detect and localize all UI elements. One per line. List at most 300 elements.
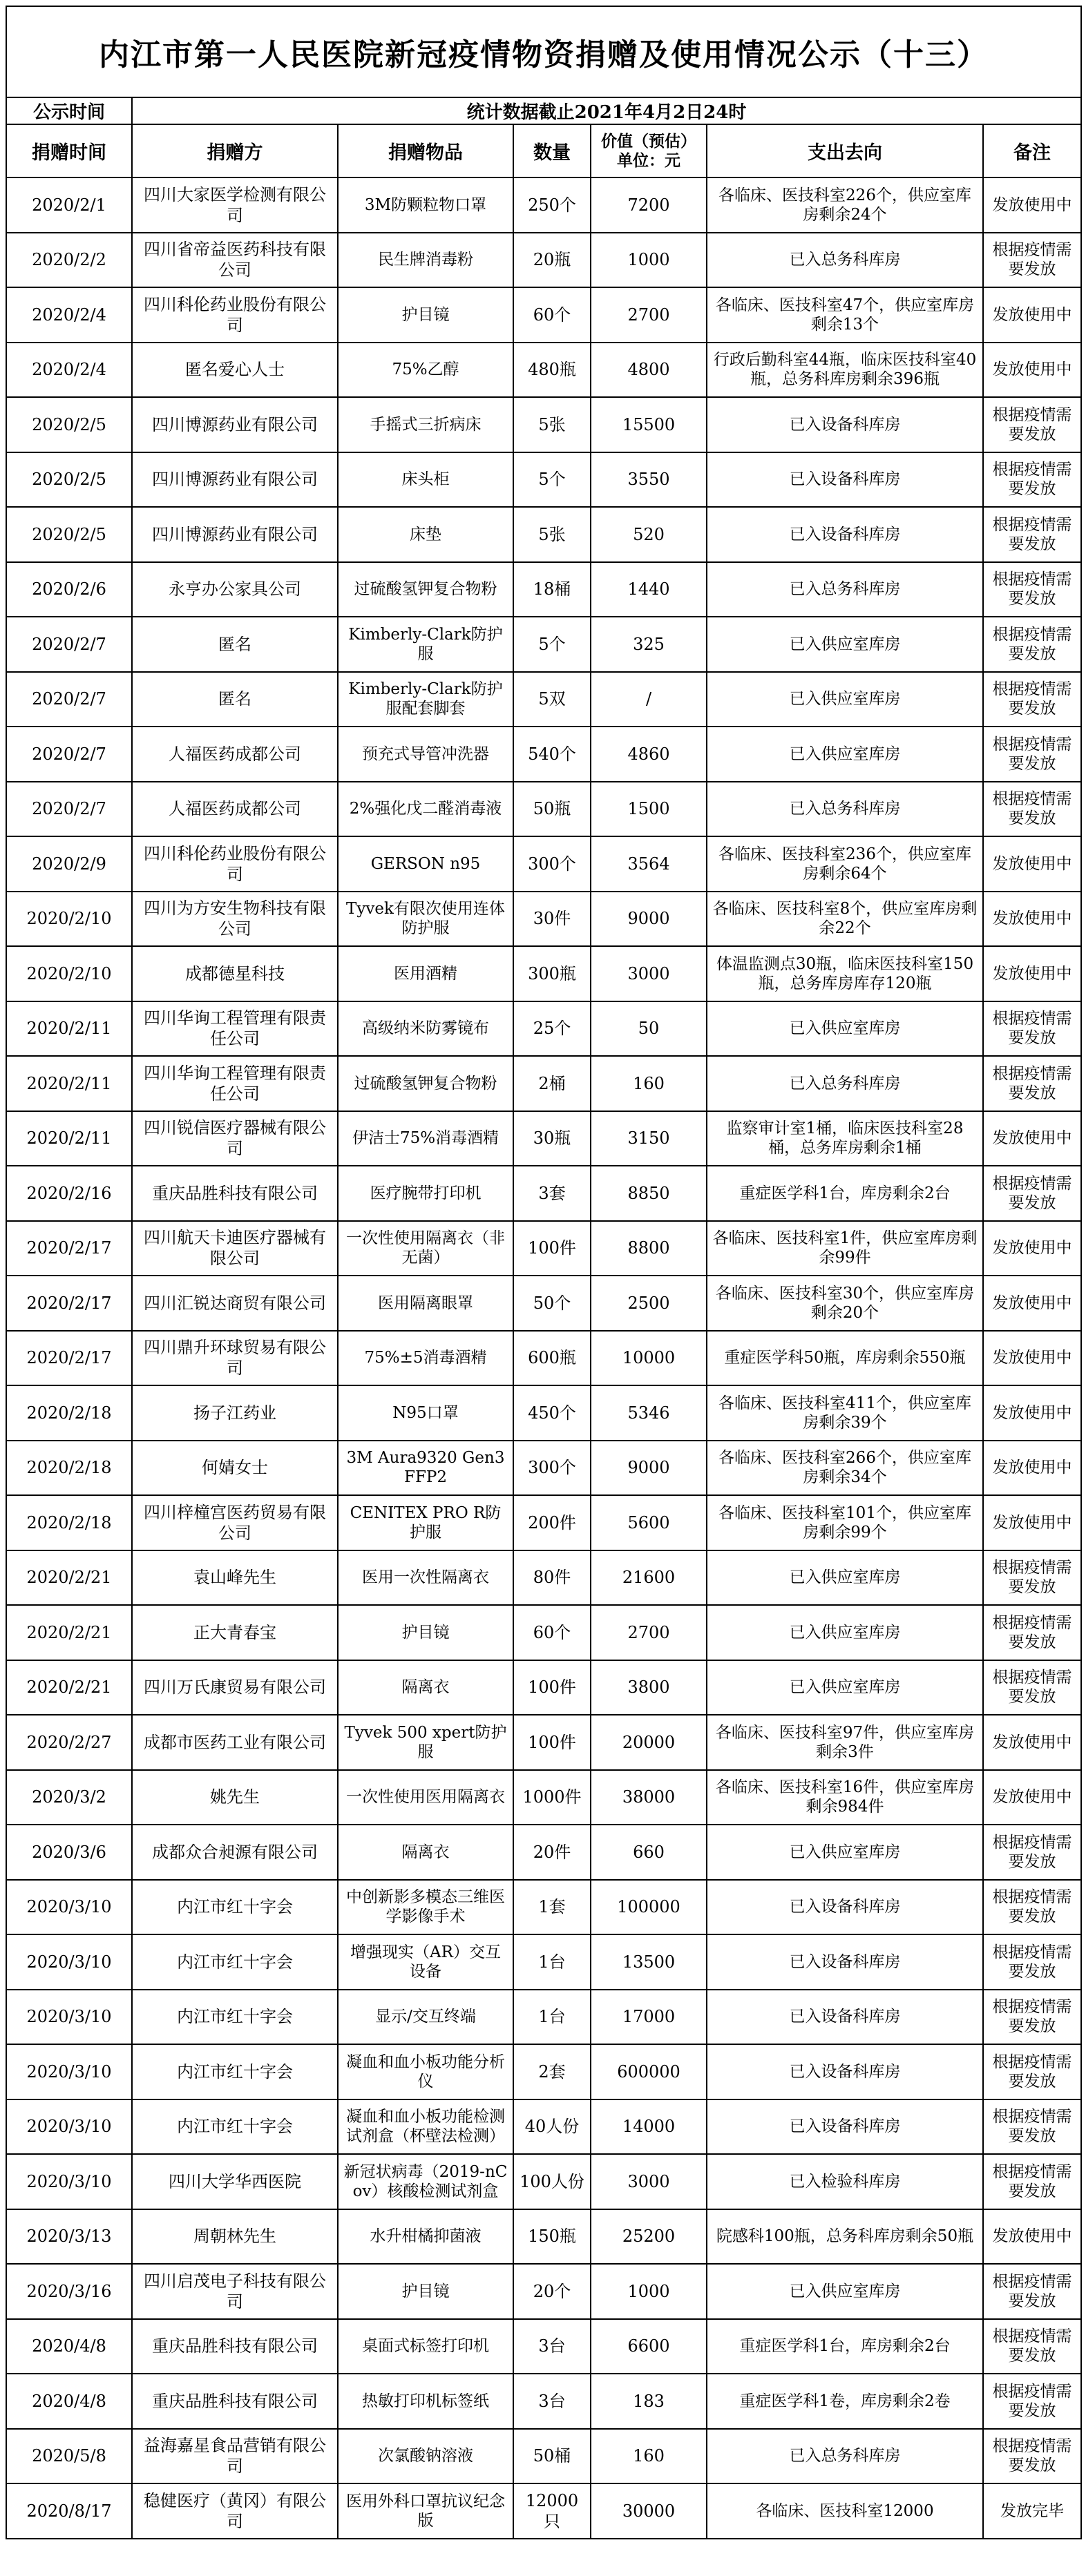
- table-row: [6, 892, 1081, 947]
- cell-date: 2020/2/16: [6, 1166, 132, 1221]
- cell-donor: 重庆品胜科技有限公司: [132, 2319, 338, 2374]
- cell-item: 75%±5消毒酒精: [338, 1331, 513, 1386]
- cell-value: 15500: [591, 397, 707, 452]
- cell-date: 2020/2/11: [6, 1056, 132, 1111]
- cell-item: 新冠状病毒（2019-nCov）核酸检测试剂盒: [338, 2154, 513, 2209]
- donation-table: [6, 6, 1082, 2539]
- table-row: [6, 1934, 1081, 1990]
- cell-qty: 5张: [513, 507, 591, 562]
- cell-value: 13500: [591, 1934, 707, 1990]
- cell-date: 2020/3/2: [6, 1770, 132, 1825]
- cell-qty: 450个: [513, 1385, 591, 1441]
- cell-value: 1000: [591, 233, 707, 288]
- cell-donor: 正大青春宝: [132, 1605, 338, 1660]
- publish-time-label: 公示时间: [6, 97, 132, 124]
- table-row: [6, 2099, 1081, 2155]
- cell-donor: 成都德星科技: [132, 946, 338, 1001]
- cell-note: 发放使用中: [983, 1385, 1081, 1441]
- cell-donor: 四川为方安生物科技有限公司: [132, 892, 338, 947]
- cell-note: 根据疫情需要发放: [983, 2374, 1081, 2429]
- cell-date: 2020/2/2: [6, 233, 132, 288]
- cell-item: 高级纳米防雾镜布: [338, 1001, 513, 1057]
- cell-donor: 成都市医药工业有限公司: [132, 1715, 338, 1770]
- cell-qty: 1台: [513, 1934, 591, 1990]
- cell-date: 2020/2/11: [6, 1001, 132, 1057]
- cell-note: 发放使用中: [983, 946, 1081, 1001]
- cell-dest: 各临床、医技科室16件，供应室库房剩余984件: [707, 1770, 983, 1825]
- cell-dest: 已入供应室库房: [707, 1001, 983, 1057]
- cell-value: 600000: [591, 2044, 707, 2099]
- cell-note: 发放使用中: [983, 1495, 1081, 1550]
- cell-note: 发放使用中: [983, 1441, 1081, 1496]
- table-row: [6, 617, 1081, 672]
- cell-donor: 人福医药成都公司: [132, 727, 338, 782]
- cell-dest: 监察审计室1桶，临床医技科室28桶，总务库房剩余1桶: [707, 1111, 983, 1166]
- cell-date: 2020/3/10: [6, 2099, 132, 2155]
- cell-qty: 40人份: [513, 2099, 591, 2155]
- cell-item: 显示/交互终端: [338, 1990, 513, 2045]
- cell-date: 2020/4/8: [6, 2374, 132, 2429]
- cell-item: 伊洁士75%消毒酒精: [338, 1111, 513, 1166]
- cell-note: 发放使用中: [983, 287, 1081, 343]
- table-row: [6, 1441, 1081, 1496]
- cell-value: 100000: [591, 1880, 707, 1935]
- cell-date: 2020/2/21: [6, 1660, 132, 1715]
- cell-item: N95口罩: [338, 1385, 513, 1441]
- cell-donor: 益海嘉星食品营销有限公司: [132, 2429, 338, 2484]
- cell-dest: 已入设备科库房: [707, 1934, 983, 1990]
- cell-donor: 重庆品胜科技有限公司: [132, 2374, 338, 2429]
- cell-date: 2020/2/7: [6, 672, 132, 727]
- cell-qty: 30件: [513, 892, 591, 947]
- table-row: [6, 1770, 1081, 1825]
- cell-date: 2020/2/10: [6, 892, 132, 947]
- cell-item: 医疗腕带打印机: [338, 1166, 513, 1221]
- cell-dest: 重症医学科1台，库房剩余2台: [707, 1166, 983, 1221]
- cell-value: 7200: [591, 177, 707, 233]
- table-row: [6, 2264, 1081, 2319]
- cell-date: 2020/2/18: [6, 1385, 132, 1441]
- table-row: [6, 2429, 1081, 2484]
- cell-dest: 已入总务科库房: [707, 1056, 983, 1111]
- table-row: [6, 1550, 1081, 1606]
- cell-dest: 已入供应室库房: [707, 1660, 983, 1715]
- cell-qty: 600瓶: [513, 1331, 591, 1386]
- cell-note: 发放使用中: [983, 2209, 1081, 2265]
- cell-donor: 永亨办公家具公司: [132, 562, 338, 617]
- cell-donor: 四川科伦药业股份有限公司: [132, 836, 338, 892]
- cell-dest: 各临床、医技科室226个，供应室库房剩余24个: [707, 177, 983, 233]
- cell-qty: 5张: [513, 397, 591, 452]
- cell-donor: 四川梓橦宫医药贸易有限公司: [132, 1495, 338, 1550]
- table-header: [6, 124, 1081, 177]
- cell-qty: 1台: [513, 1990, 591, 2045]
- cell-note: 发放使用中: [983, 343, 1081, 398]
- table-row: [6, 2483, 1081, 2539]
- cell-donor: 周朝林先生: [132, 2209, 338, 2265]
- cell-donor: 四川华询工程管理有限责任公司: [132, 1001, 338, 1057]
- cell-value: 4800: [591, 343, 707, 398]
- cell-note: 根据疫情需要发放: [983, 1660, 1081, 1715]
- cell-qty: 5个: [513, 452, 591, 508]
- cell-qty: 100人份: [513, 2154, 591, 2209]
- cell-date: 2020/3/6: [6, 1825, 132, 1880]
- cell-qty: 250个: [513, 177, 591, 233]
- cell-value: 325: [591, 617, 707, 672]
- cell-donor: 匿名: [132, 672, 338, 727]
- cell-value: 660: [591, 1825, 707, 1880]
- cell-item: Kimberly-Clark防护服: [338, 617, 513, 672]
- cell-donor: 人福医药成都公司: [132, 782, 338, 837]
- cell-donor: 四川博源药业有限公司: [132, 507, 338, 562]
- cell-note: 发放使用中: [983, 1111, 1081, 1166]
- cell-value: 6600: [591, 2319, 707, 2374]
- col-header-item: 捐赠物品: [338, 124, 513, 177]
- table-row: [6, 1660, 1081, 1715]
- cell-donor: 四川博源药业有限公司: [132, 452, 338, 508]
- cell-qty: 25个: [513, 1001, 591, 1057]
- page-title: 内江市第一人民医院新冠疫情物资捐赠及使用情况公示（十三）: [6, 6, 1081, 97]
- cell-qty: 50桶: [513, 2429, 591, 2484]
- cell-item: 热敏打印机标签纸: [338, 2374, 513, 2429]
- cell-item: Tyvek有限次使用连体防护服: [338, 892, 513, 947]
- cell-item: 护目镜: [338, 287, 513, 343]
- cell-date: 2020/2/17: [6, 1276, 132, 1331]
- cell-value: 21600: [591, 1550, 707, 1606]
- cell-date: 2020/2/1: [6, 177, 132, 233]
- table-row: [6, 452, 1081, 508]
- cell-note: 发放使用中: [983, 1715, 1081, 1770]
- cell-qty: 300个: [513, 1441, 591, 1496]
- cell-donor: 稳健医疗（黄冈）有限公司: [132, 2483, 338, 2539]
- cell-qty: 20个: [513, 2264, 591, 2319]
- cell-date: 2020/2/7: [6, 617, 132, 672]
- cell-value: /: [591, 672, 707, 727]
- cell-item: 凝血和血小板功能分析仪: [338, 2044, 513, 2099]
- table-row: [6, 946, 1081, 1001]
- cell-item: Kimberly-Clark防护服配套脚套: [338, 672, 513, 727]
- cell-date: 2020/3/10: [6, 2044, 132, 2099]
- cell-date: 2020/2/18: [6, 1441, 132, 1496]
- cell-date: 2020/4/8: [6, 2319, 132, 2374]
- cell-item: 3M防颗粒物口罩: [338, 177, 513, 233]
- cell-item: 过硫酸氢钾复合物粉: [338, 1056, 513, 1111]
- cell-donor: 匿名: [132, 617, 338, 672]
- cell-value: 3564: [591, 836, 707, 892]
- cell-note: 发放使用中: [983, 1331, 1081, 1386]
- table-body: [6, 177, 1081, 2539]
- cell-note: 根据疫情需要发放: [983, 782, 1081, 837]
- cell-qty: 12000只: [513, 2483, 591, 2539]
- cell-donor: 内江市红十字会: [132, 2099, 338, 2155]
- cell-dest: 已入供应室库房: [707, 672, 983, 727]
- cell-date: 2020/2/27: [6, 1715, 132, 1770]
- col-header-note: 备注: [983, 124, 1081, 177]
- table-row: [6, 507, 1081, 562]
- cell-qty: 80件: [513, 1550, 591, 1606]
- cell-donor: 重庆品胜科技有限公司: [132, 1166, 338, 1221]
- cell-note: 发放使用中: [983, 1221, 1081, 1276]
- cell-date: 2020/3/16: [6, 2264, 132, 2319]
- cell-date: 2020/2/7: [6, 782, 132, 837]
- cell-qty: 1套: [513, 1880, 591, 1935]
- cell-value: 4860: [591, 727, 707, 782]
- cell-item: 床头柜: [338, 452, 513, 508]
- cell-value: 2500: [591, 1276, 707, 1331]
- cell-date: 2020/2/17: [6, 1221, 132, 1276]
- cell-donor: 四川万氏康贸易有限公司: [132, 1660, 338, 1715]
- cell-item: GERSON n95: [338, 836, 513, 892]
- table-row: [6, 287, 1081, 343]
- cell-value: 20000: [591, 1715, 707, 1770]
- cell-item: 桌面式标签打印机: [338, 2319, 513, 2374]
- cell-item: 3M Aura9320 Gen3 FFP2: [338, 1441, 513, 1496]
- cell-date: 2020/3/10: [6, 2154, 132, 2209]
- cell-value: 10000: [591, 1331, 707, 1386]
- cell-qty: 540个: [513, 727, 591, 782]
- cell-date: 2020/2/21: [6, 1605, 132, 1660]
- cell-date: 2020/2/5: [6, 507, 132, 562]
- cell-note: 发放使用中: [983, 1770, 1081, 1825]
- cell-note: 根据疫情需要发放: [983, 1825, 1081, 1880]
- cell-dest: 各临床、医技科室47个，供应室库房剩余13个: [707, 287, 983, 343]
- cell-qty: 300瓶: [513, 946, 591, 1001]
- cell-value: 1500: [591, 782, 707, 837]
- cell-qty: 1000件: [513, 1770, 591, 1825]
- cell-item: 隔离衣: [338, 1660, 513, 1715]
- cell-note: 发放使用中: [983, 892, 1081, 947]
- cell-dest: 各临床、医技科室97件，供应室库房剩余3件: [707, 1715, 983, 1770]
- cell-qty: 50瓶: [513, 782, 591, 837]
- cell-donor: 四川汇锐达商贸有限公司: [132, 1276, 338, 1331]
- cell-donor: 何婧女士: [132, 1441, 338, 1496]
- cell-item: CENITEX PRO R防护服: [338, 1495, 513, 1550]
- cell-qty: 5双: [513, 672, 591, 727]
- table-row: [6, 1495, 1081, 1550]
- cell-value: 50: [591, 1001, 707, 1057]
- cell-qty: 20件: [513, 1825, 591, 1880]
- cell-note: 根据疫情需要发放: [983, 2154, 1081, 2209]
- table-row: [6, 1385, 1081, 1441]
- cell-qty: 3套: [513, 1166, 591, 1221]
- cell-item: 民生牌消毒粉: [338, 233, 513, 288]
- cell-date: 2020/2/6: [6, 562, 132, 617]
- cell-date: 2020/2/18: [6, 1495, 132, 1550]
- cell-date: 2020/3/13: [6, 2209, 132, 2265]
- cell-value: 9000: [591, 892, 707, 947]
- table-row: [6, 233, 1081, 288]
- cell-item: 增强现实（AR）交互设备: [338, 1934, 513, 1990]
- cell-note: 发放使用中: [983, 177, 1081, 233]
- table-row: [6, 177, 1081, 233]
- cell-dest: 已入设备科库房: [707, 1990, 983, 2045]
- cell-dest: 重症医学科1台，库房剩余2台: [707, 2319, 983, 2374]
- cell-note: 发放使用中: [983, 1276, 1081, 1331]
- cell-item: 手摇式三折病床: [338, 397, 513, 452]
- cell-note: 根据疫情需要发放: [983, 562, 1081, 617]
- col-header-qty: 数量: [513, 124, 591, 177]
- cell-dest: 已入总务科库房: [707, 233, 983, 288]
- cell-value: 1000: [591, 2264, 707, 2319]
- cell-dest: 行政后勤科室44瓶，临床医技科室40瓶，总务科库房剩余396瓶: [707, 343, 983, 398]
- cell-item: 床垫: [338, 507, 513, 562]
- cell-note: 根据疫情需要发放: [983, 1550, 1081, 1606]
- cell-donor: 内江市红十字会: [132, 1990, 338, 2045]
- cell-note: 根据疫情需要发放: [983, 1166, 1081, 1221]
- cell-item: 医用酒精: [338, 946, 513, 1001]
- cell-note: 根据疫情需要发放: [983, 1990, 1081, 2045]
- cell-donor: 四川科伦药业股份有限公司: [132, 287, 338, 343]
- cell-item: 水升柑橘抑菌液: [338, 2209, 513, 2265]
- table-row: [6, 2319, 1081, 2374]
- cell-dest: 各临床、医技科室101个，供应室库房剩余99个: [707, 1495, 983, 1550]
- cell-item: 一次性使用隔离衣（非无菌）: [338, 1221, 513, 1276]
- cell-note: 发放完毕: [983, 2483, 1081, 2539]
- cell-item: 医用一次性隔离衣: [338, 1550, 513, 1606]
- cell-qty: 5个: [513, 617, 591, 672]
- cell-value: 3800: [591, 1660, 707, 1715]
- cell-donor: 袁山峰先生: [132, 1550, 338, 1606]
- cell-date: 2020/8/17: [6, 2483, 132, 2539]
- cell-qty: 3台: [513, 2374, 591, 2429]
- cell-note: 根据疫情需要发放: [983, 2319, 1081, 2374]
- cell-note: 根据疫情需要发放: [983, 1001, 1081, 1057]
- cell-note: 根据疫情需要发放: [983, 2429, 1081, 2484]
- table-row: [6, 2154, 1081, 2209]
- table-row: [6, 2374, 1081, 2429]
- cell-value: 183: [591, 2374, 707, 2429]
- cell-qty: 100件: [513, 1715, 591, 1770]
- table-row: [6, 1276, 1081, 1331]
- cell-value: 25200: [591, 2209, 707, 2265]
- col-header-value: 价值（预估）单位：元: [591, 124, 707, 177]
- cell-value: 38000: [591, 1770, 707, 1825]
- cell-item: 一次性使用医用隔离衣: [338, 1770, 513, 1825]
- cell-qty: 480瓶: [513, 343, 591, 398]
- cell-donor: 成都众合昶源有限公司: [132, 1825, 338, 1880]
- table-row: [6, 836, 1081, 892]
- cell-dest: 已入设备科库房: [707, 397, 983, 452]
- cell-item: 75%乙醇: [338, 343, 513, 398]
- table-row: [6, 1221, 1081, 1276]
- cell-dest: 已入设备科库房: [707, 2099, 983, 2155]
- cell-value: 3550: [591, 452, 707, 508]
- cell-donor: 四川锐信医疗器械有限公司: [132, 1111, 338, 1166]
- cell-value: 3000: [591, 946, 707, 1001]
- cell-value: 160: [591, 2429, 707, 2484]
- cell-note: 根据疫情需要发放: [983, 727, 1081, 782]
- table-row: [6, 1111, 1081, 1166]
- cell-qty: 200件: [513, 1495, 591, 1550]
- cell-dest: 各临床、医技科室30个，供应室库房剩余20个: [707, 1276, 983, 1331]
- cell-note: 根据疫情需要发放: [983, 452, 1081, 508]
- cell-value: 8850: [591, 1166, 707, 1221]
- cell-dest: 已入供应室库房: [707, 617, 983, 672]
- cell-dest: 已入设备科库房: [707, 1880, 983, 1935]
- cell-dest: 已入供应室库房: [707, 2264, 983, 2319]
- cell-donor: 四川大学华西医院: [132, 2154, 338, 2209]
- cell-item: 中创新影多模态三维医学影像手术: [338, 1880, 513, 1935]
- cell-note: 根据疫情需要发放: [983, 617, 1081, 672]
- table-row: [6, 1715, 1081, 1770]
- cell-note: 根据疫情需要发放: [983, 2264, 1081, 2319]
- cell-value: 3150: [591, 1111, 707, 1166]
- cell-dest: 重症医学科1卷，库房剩余2卷: [707, 2374, 983, 2429]
- cell-donor: 四川启茂电子科技有限公司: [132, 2264, 338, 2319]
- cell-value: 2700: [591, 1605, 707, 1660]
- cell-value: 8800: [591, 1221, 707, 1276]
- table-row: [6, 343, 1081, 398]
- cell-donor: 内江市红十字会: [132, 1934, 338, 1990]
- table-row: [6, 397, 1081, 452]
- table-row: [6, 1990, 1081, 2045]
- cell-item: 隔离衣: [338, 1825, 513, 1880]
- cell-dest: 体温监测点30瓶，临床医技科室150瓶，总务库房库存120瓶: [707, 946, 983, 1001]
- cell-value: 5600: [591, 1495, 707, 1550]
- cell-item: Tyvek 500 xpert防护服: [338, 1715, 513, 1770]
- cell-note: 根据疫情需要发放: [983, 397, 1081, 452]
- table-row: [6, 1001, 1081, 1057]
- cell-qty: 3台: [513, 2319, 591, 2374]
- cell-date: 2020/2/17: [6, 1331, 132, 1386]
- cell-value: 30000: [591, 2483, 707, 2539]
- cell-item: 次氯酸钠溶液: [338, 2429, 513, 2484]
- cell-dest: 已入总务科库房: [707, 2429, 983, 2484]
- cell-dest: 已入供应室库房: [707, 727, 983, 782]
- cell-qty: 60个: [513, 287, 591, 343]
- donation-sheet: [6, 6, 1080, 2539]
- cell-date: 2020/3/10: [6, 1880, 132, 1935]
- cell-dest: 已入供应室库房: [707, 1605, 983, 1660]
- cell-dest: 已入总务科库房: [707, 562, 983, 617]
- cell-donor: 内江市红十字会: [132, 2044, 338, 2099]
- cell-donor: 扬子江药业: [132, 1385, 338, 1441]
- table-row: [6, 672, 1081, 727]
- cell-date: 2020/2/9: [6, 836, 132, 892]
- cell-qty: 18桶: [513, 562, 591, 617]
- cell-donor: 四川省帝益医药科技有限公司: [132, 233, 338, 288]
- stat-cutoff-note: 统计数据截止2021年4月2日24时: [132, 97, 1081, 124]
- cell-qty: 30瓶: [513, 1111, 591, 1166]
- cell-note: 根据疫情需要发放: [983, 1934, 1081, 1990]
- cell-donor: 匿名爱心人士: [132, 343, 338, 398]
- cell-value: 9000: [591, 1441, 707, 1496]
- cell-donor: 四川大家医学检测有限公司: [132, 177, 338, 233]
- cell-date: 2020/3/10: [6, 1990, 132, 2045]
- cell-date: 2020/2/4: [6, 287, 132, 343]
- cell-value: 160: [591, 1056, 707, 1111]
- cell-note: 根据疫情需要发放: [983, 2044, 1081, 2099]
- table-row: [6, 1605, 1081, 1660]
- cell-qty: 100件: [513, 1660, 591, 1715]
- table-row: [6, 1166, 1081, 1221]
- cell-note: 根据疫情需要发放: [983, 1056, 1081, 1111]
- cell-dest: 各临床、医技科室1件，供应室库房剩余99件: [707, 1221, 983, 1276]
- cell-item: 凝血和血小板功能检测试剂盒（杯壁法检测）: [338, 2099, 513, 2155]
- cell-dest: 院感科100瓶，总务科库房剩余50瓶: [707, 2209, 983, 2265]
- cell-donor: 四川博源药业有限公司: [132, 397, 338, 452]
- cell-item: 护目镜: [338, 1605, 513, 1660]
- table-row: [6, 1825, 1081, 1880]
- cell-value: 5346: [591, 1385, 707, 1441]
- cell-qty: 2套: [513, 2044, 591, 2099]
- cell-dest: 重症医学科50瓶，库房剩余550瓶: [707, 1331, 983, 1386]
- cell-item: 过硫酸氢钾复合物粉: [338, 562, 513, 617]
- cell-value: 1440: [591, 562, 707, 617]
- cell-item: 医用外科口罩抗议纪念版: [338, 2483, 513, 2539]
- cell-qty: 2桶: [513, 1056, 591, 1111]
- cell-dest: 各临床、医技科室236个，供应室库房剩余64个: [707, 836, 983, 892]
